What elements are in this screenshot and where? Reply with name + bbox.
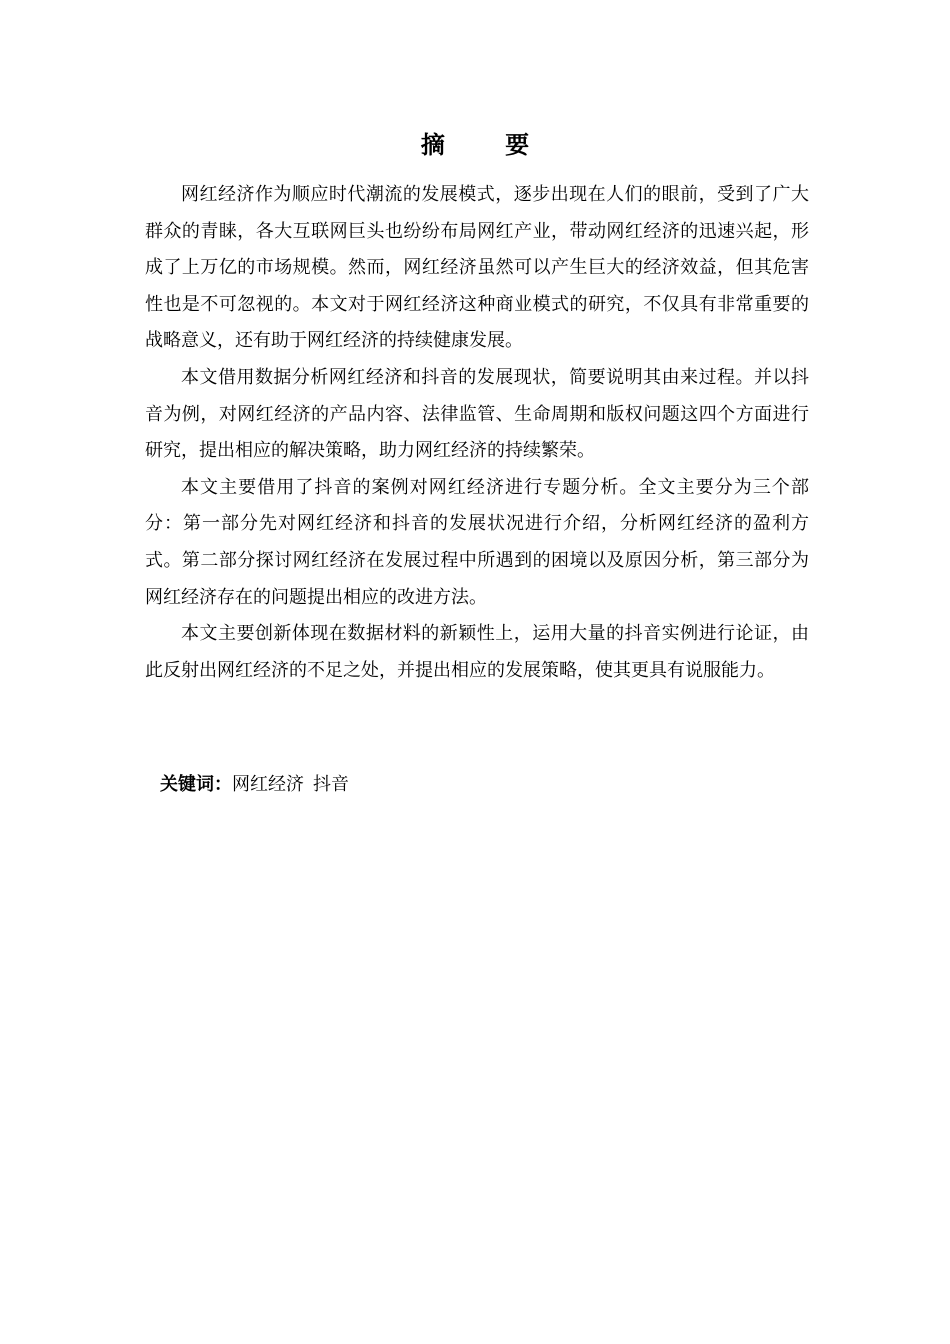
abstract-paragraph-1: 网红经济作为顺应时代潮流的发展模式，逐步出现在人们的眼前，受到了广大群众的青睐，各大互联网巨头也纷纷布局网红产业，带动网红经济的迅速兴起，形成了上万亿的市场规模。然而，网红经济虽然可以产生巨大的经济效益，但其危害性也是不可忽视的。本文对于网红经济这种商业模式的研究，不仅具有非常重要的战略意义，还有助于网红经济的持续健康发展。 xyxy=(145,184,809,352)
keywords-label: 关键词： xyxy=(160,774,232,795)
keyword-item: 网红经济 xyxy=(232,774,304,795)
abstract-title: 摘 要 xyxy=(420,131,556,159)
abstract-paragraph-3: 本文主要借用了抖音的案例对网红经济进行专题分析。全文主要分为三个部分：第一部分先对网红经济和抖音的发展状况进行介绍，分析网红经济的盈利方式。第二部分探讨网红经济在发展过程中所遇到的困境以及原因分析，第三部分为网红经济存在的问题提出相应的改进方法。 xyxy=(145,476,809,608)
abstract-paragraph-2: 本文借用数据分析网红经济和抖音的发展现状，简要说明其由来过程。并以抖音为例，对网红经济的产品内容、法律监管、生命周期和版权问题这四个方面进行研究，提出相应的解决策略，助力网红经济的持续繁荣。 xyxy=(145,366,809,462)
keywords-line xyxy=(160,769,349,801)
abstract-paragraph-4: 本文主要创新体现在数据材料的新颖性上，运用大量的抖音实例进行论证，由此反射出网红经济的不足之处，并提出相应的发展策略，使其更具有说服能力。 xyxy=(145,623,809,681)
abstract-body xyxy=(145,177,809,689)
keyword-item: 抖音 xyxy=(313,774,349,795)
